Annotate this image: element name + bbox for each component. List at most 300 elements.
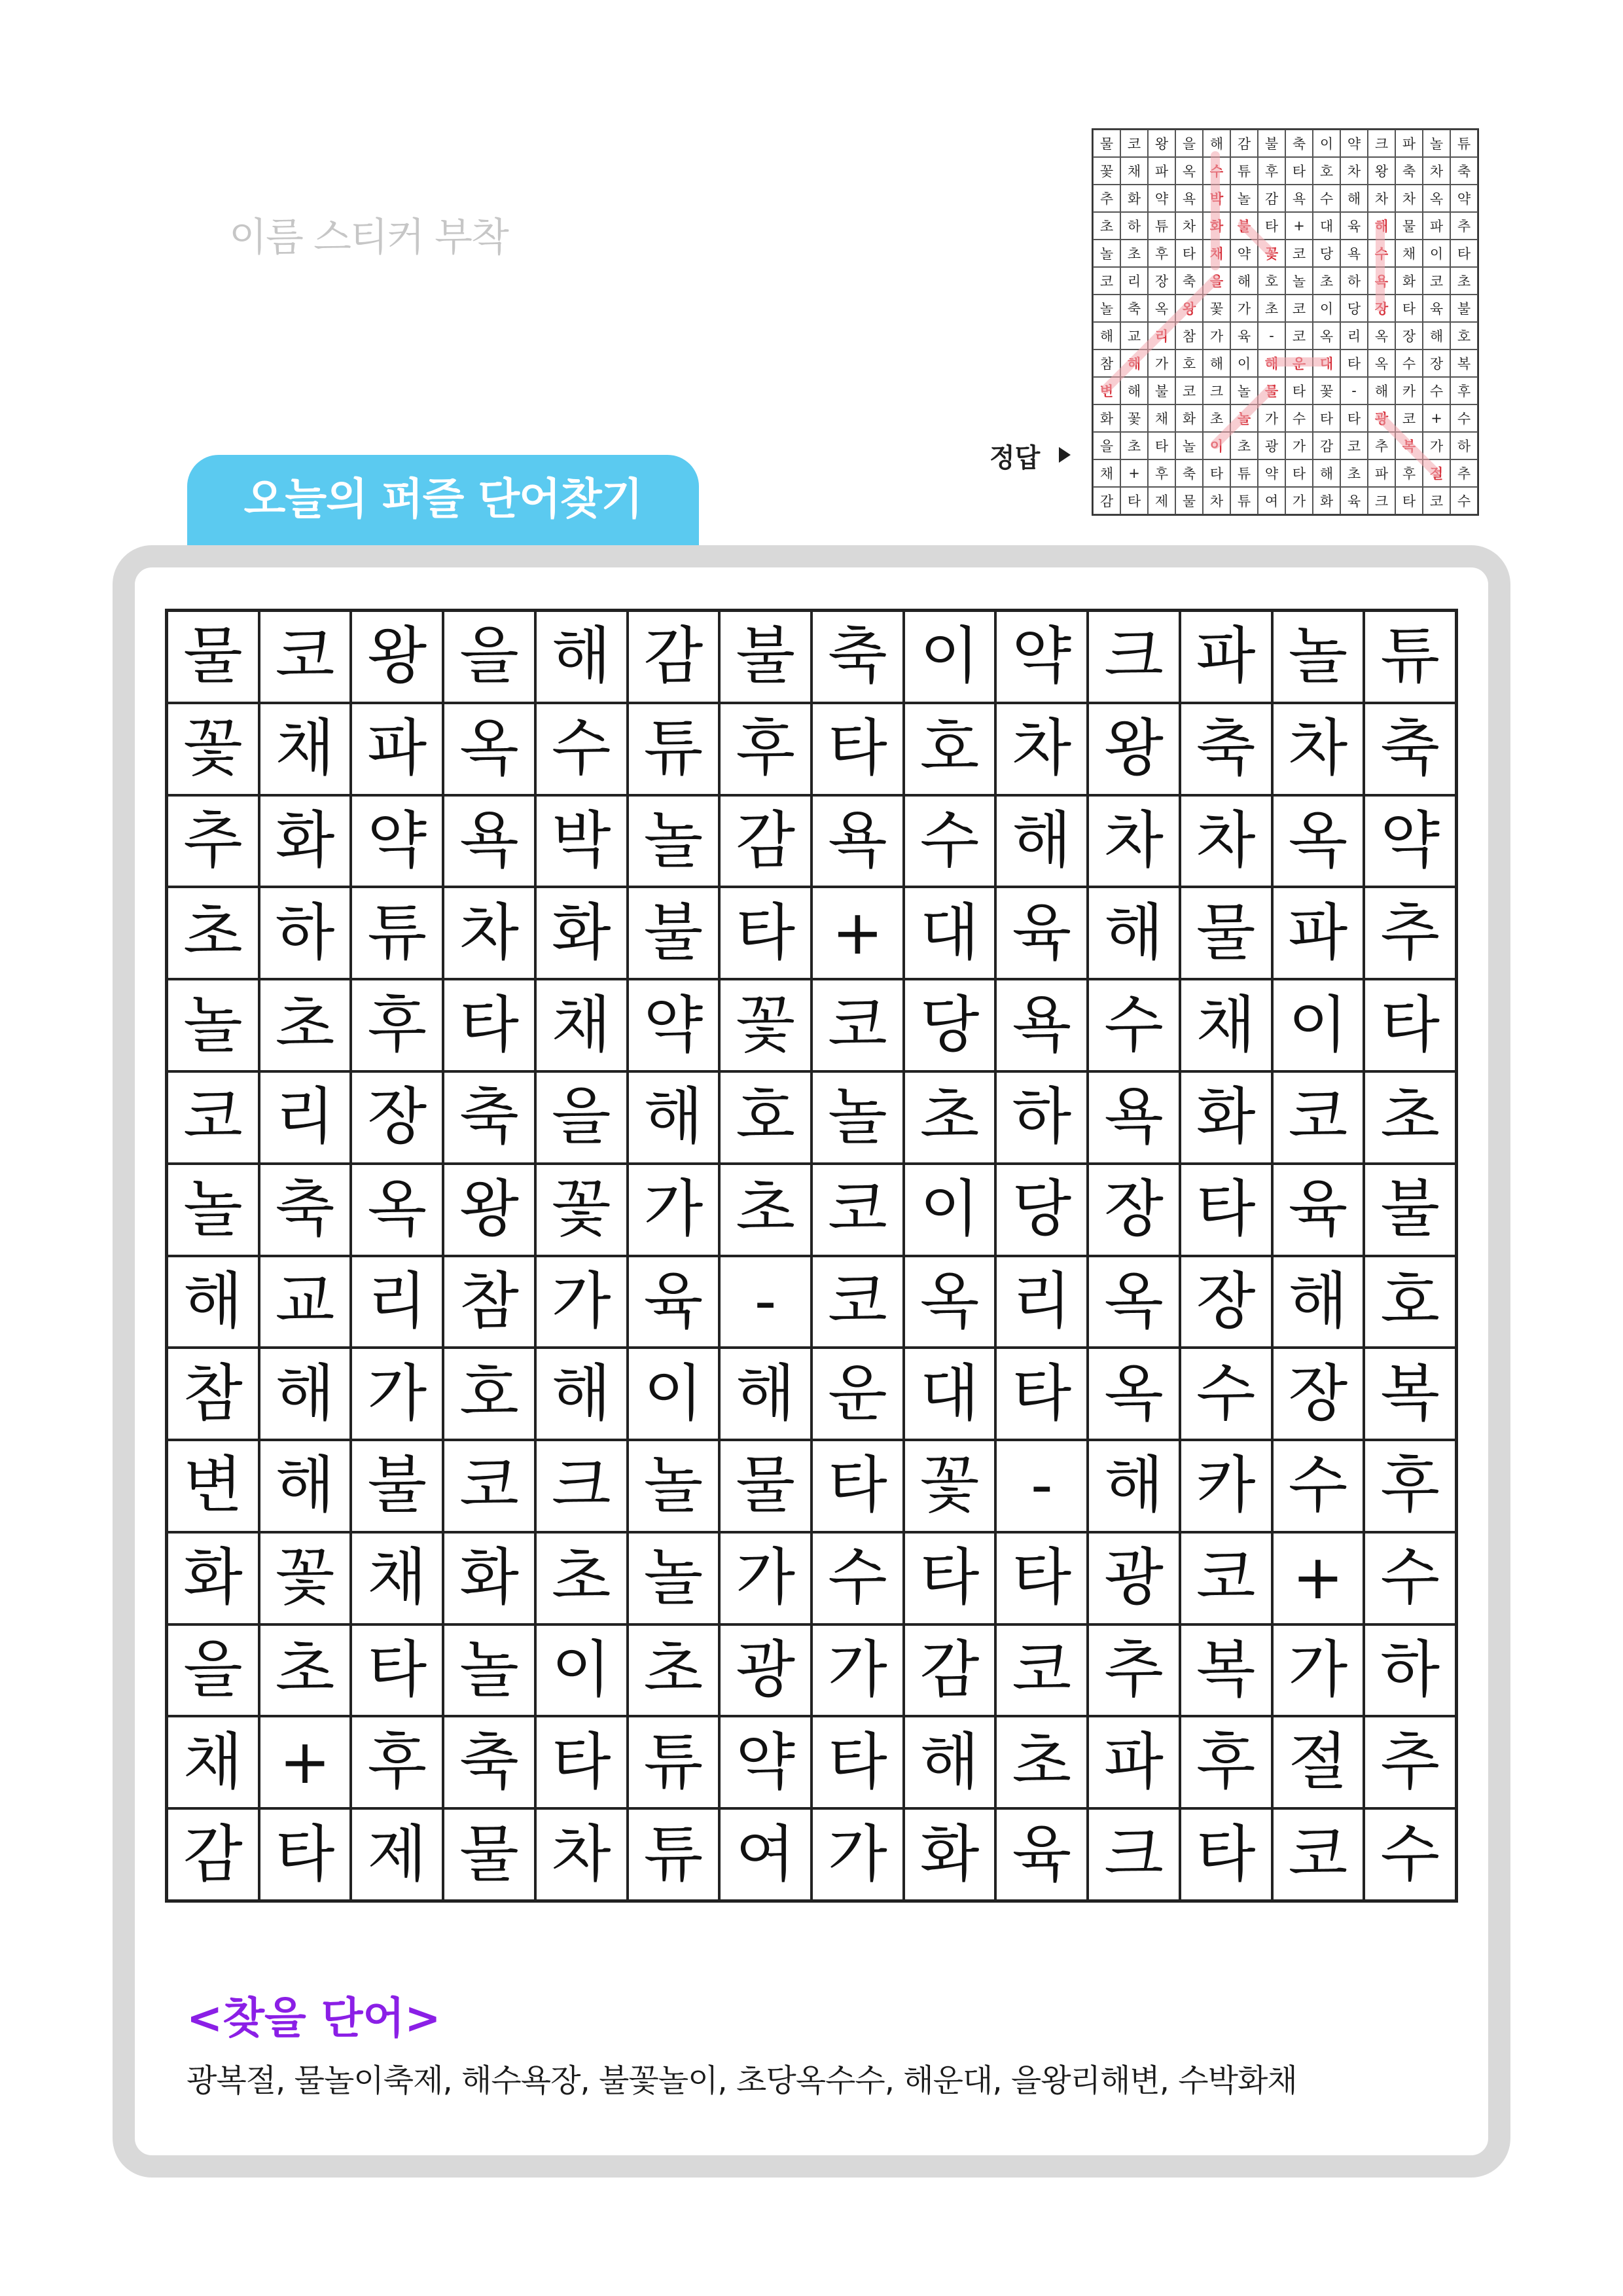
answer-key-cell: 화	[1203, 212, 1230, 240]
grid-cell[interactable]: 이	[535, 1624, 628, 1717]
grid-cell[interactable]: 해	[535, 611, 628, 703]
grid-cell[interactable]: 타	[812, 1716, 904, 1808]
answer-key-cell: 물	[1175, 487, 1203, 514]
answer-key-cell: 튜	[1230, 157, 1258, 185]
grid-cell[interactable]: 초	[628, 1624, 720, 1717]
grid-cell[interactable]: 가	[812, 1808, 904, 1901]
grid-cell[interactable]: 변	[167, 1440, 259, 1532]
grid-cell[interactable]: 호	[443, 1348, 535, 1440]
answer-key-cell: 파	[1148, 157, 1175, 185]
grid-cell[interactable]: 옥	[351, 1164, 443, 1256]
answer-key-cell: 옥	[1368, 350, 1395, 377]
answer-key-cell: 튜	[1230, 487, 1258, 514]
answer-key-cell: 튜	[1450, 130, 1478, 157]
answer-key-cell: 해	[1340, 185, 1368, 212]
grid-cell[interactable]: 불	[628, 887, 720, 979]
grid-cell[interactable]: 을	[443, 611, 535, 703]
answer-key-cell: 광	[1368, 404, 1395, 432]
grid-cell[interactable]: 차	[995, 703, 1088, 795]
grid-cell[interactable]: 후	[719, 703, 812, 795]
grid-cell[interactable]: 가	[1272, 1624, 1364, 1717]
grid-cell[interactable]: 호	[719, 1071, 812, 1164]
grid-cell[interactable]: 파	[1180, 611, 1272, 703]
grid-cell[interactable]: 수	[1364, 1532, 1456, 1624]
grid-cell[interactable]: 옥	[1088, 1348, 1180, 1440]
grid-cell[interactable]: 복	[1180, 1624, 1272, 1717]
grid-cell[interactable]: 크	[535, 1440, 628, 1532]
grid-cell[interactable]: 채	[1180, 979, 1272, 1071]
grid-cell[interactable]: 놀	[167, 979, 259, 1071]
grid-cell[interactable]: 파	[351, 703, 443, 795]
answer-key-cell: 가	[1285, 487, 1313, 514]
grid-cell[interactable]: 불	[719, 611, 812, 703]
grid-cell[interactable]: 축	[1180, 703, 1272, 795]
answer-key-cell: 을	[1175, 130, 1203, 157]
answer-key-cell: 타	[1395, 487, 1423, 514]
answer-key-cell: 욕	[1340, 240, 1368, 267]
grid-cell[interactable]: 수	[1364, 1808, 1456, 1901]
answer-key-cell: 놀	[1285, 267, 1313, 295]
grid-cell[interactable]: 이	[904, 1164, 996, 1256]
grid-cell[interactable]: 옥	[1088, 1256, 1180, 1348]
grid-cell[interactable]: 육	[995, 887, 1088, 979]
answer-key-cell: 리	[1340, 322, 1368, 350]
grid-cell[interactable]: 놀	[1272, 611, 1364, 703]
grid-cell[interactable]: 꽃	[535, 1164, 628, 1256]
answer-key-cell: 차	[1368, 185, 1395, 212]
grid-cell[interactable]: 초	[719, 1164, 812, 1256]
answer-key-cell: 추	[1450, 459, 1478, 487]
answer-key-cell: 축	[1395, 157, 1423, 185]
answer-key-cell: 복	[1450, 350, 1478, 377]
grid-cell[interactable]: 수	[1272, 1440, 1364, 1532]
grid-cell[interactable]: 이	[1272, 979, 1364, 1071]
grid-cell[interactable]: 가	[812, 1624, 904, 1717]
grid-cell[interactable]: 감	[904, 1624, 996, 1717]
grid-cell[interactable]: 초	[259, 1624, 351, 1717]
grid-cell[interactable]: 광	[1088, 1532, 1180, 1624]
words-to-find-list: 광복절, 물놀이축제, 해수욕장, 불꽃놀이, 초당옥수수, 해운대, 을왕리해변, 수박화채	[187, 2062, 1297, 2099]
answer-key-cell: 당	[1313, 240, 1340, 267]
grid-cell[interactable]: 옥	[904, 1256, 996, 1348]
grid-cell[interactable]: 약	[1364, 795, 1456, 888]
grid-cell[interactable]: 파	[1272, 887, 1364, 979]
answer-key-cell: 왕	[1368, 157, 1395, 185]
answer-key-grid	[1092, 128, 1479, 516]
grid-cell[interactable]: 축	[443, 1716, 535, 1808]
grid-cell[interactable]: 축	[1364, 703, 1456, 795]
grid-cell[interactable]: 축	[259, 1164, 351, 1256]
answer-key-cell: 꽃	[1093, 157, 1120, 185]
grid-cell[interactable]: 해	[628, 1071, 720, 1164]
grid-cell[interactable]: 코	[1180, 1532, 1272, 1624]
answer-key-cell: 초	[1340, 459, 1368, 487]
answer-key-cell: 수	[1423, 377, 1450, 404]
answer-key-cell: 장	[1423, 350, 1450, 377]
grid-cell[interactable]: 리	[995, 1256, 1088, 1348]
grid-cell[interactable]: 광	[719, 1624, 812, 1717]
grid-cell[interactable]: 이	[628, 1348, 720, 1440]
answer-key-cell: +	[1285, 212, 1313, 240]
answer-key-cell: 크	[1368, 130, 1395, 157]
answer-key-cell: 호	[1450, 322, 1478, 350]
answer-key-cell: 추	[1368, 432, 1395, 459]
grid-cell[interactable]: 놀	[628, 1532, 720, 1624]
answer-key-cell: 욕	[1175, 185, 1203, 212]
answer-key-cell: 후	[1148, 240, 1175, 267]
answer-key-cell: 초	[1120, 432, 1148, 459]
grid-cell[interactable]: 가	[535, 1256, 628, 1348]
answer-key-cell: 타	[1313, 404, 1340, 432]
grid-cell[interactable]: 꽃	[167, 703, 259, 795]
answer-key-cell: 수	[1203, 157, 1230, 185]
answer-key-cell: 채	[1120, 157, 1148, 185]
grid-cell[interactable]: 호	[904, 703, 996, 795]
answer-key-cell: 파	[1395, 130, 1423, 157]
answer-key-cell: 놀	[1423, 130, 1450, 157]
answer-key-cell: 축	[1285, 130, 1313, 157]
answer-key-cell: 복	[1395, 432, 1423, 459]
grid-cell[interactable]: 수	[535, 703, 628, 795]
grid-cell[interactable]: 운	[812, 1348, 904, 1440]
answer-key-cell: 감	[1230, 130, 1258, 157]
grid-cell[interactable]: 채	[167, 1716, 259, 1808]
grid-cell[interactable]: 감	[628, 611, 720, 703]
grid-cell[interactable]: 불	[1364, 1164, 1456, 1256]
grid-cell[interactable]: 추	[1364, 887, 1456, 979]
grid-cell[interactable]: 절	[1272, 1716, 1364, 1808]
grid-cell[interactable]: 약	[719, 1716, 812, 1808]
grid-cell[interactable]: 차	[1088, 795, 1180, 888]
grid-cell[interactable]: 왕	[443, 1164, 535, 1256]
answer-key-cell: 불	[1230, 212, 1258, 240]
grid-cell[interactable]: 해	[995, 795, 1088, 888]
grid-cell[interactable]: +	[1272, 1532, 1364, 1624]
answer-key-cell: 을	[1093, 432, 1120, 459]
grid-cell[interactable]: 리	[259, 1071, 351, 1164]
grid-cell[interactable]: 당	[995, 1164, 1088, 1256]
grid-cell[interactable]: 화	[1180, 1071, 1272, 1164]
answer-key-cell: 화	[1313, 487, 1340, 514]
answer-key-cell: 대	[1313, 212, 1340, 240]
answer-key-cell: 가	[1285, 432, 1313, 459]
answer-key-cell: 화	[1120, 185, 1148, 212]
grid-cell[interactable]: 타	[1180, 1164, 1272, 1256]
grid-cell[interactable]: 해	[719, 1348, 812, 1440]
grid-cell[interactable]: 추	[1088, 1624, 1180, 1717]
grid-cell[interactable]: 타	[1364, 979, 1456, 1071]
answer-key-cell: 옥	[1148, 295, 1175, 322]
grid-cell[interactable]: 초	[535, 1532, 628, 1624]
answer-key-cell: 절	[1423, 459, 1450, 487]
grid-cell[interactable]: 놀	[628, 1440, 720, 1532]
answer-key-cell: 초	[1203, 404, 1230, 432]
grid-cell[interactable]: 타	[719, 887, 812, 979]
grid-cell[interactable]: 초	[995, 1716, 1088, 1808]
answer-key-cell: 화	[1175, 404, 1203, 432]
grid-cell[interactable]: 추	[1364, 1716, 1456, 1808]
grid-cell[interactable]: 해	[259, 1348, 351, 1440]
grid-cell[interactable]: 튜	[628, 1716, 720, 1808]
answer-key-cell: 육	[1230, 322, 1258, 350]
grid-cell[interactable]: 을	[167, 1624, 259, 1717]
grid-cell[interactable]: 초	[904, 1071, 996, 1164]
answer-key-cell: 코	[1285, 295, 1313, 322]
grid-cell[interactable]: 여	[719, 1808, 812, 1901]
grid-cell[interactable]: 코	[812, 1256, 904, 1348]
grid-cell[interactable]: 차	[535, 1808, 628, 1901]
grid-cell[interactable]: 화	[443, 1532, 535, 1624]
grid-cell[interactable]: 해	[167, 1256, 259, 1348]
grid-cell[interactable]: 왕	[1088, 703, 1180, 795]
answer-key-cell: 차	[1340, 157, 1368, 185]
answer-key-cell: 이	[1313, 130, 1340, 157]
answer-key-cell: 이	[1423, 240, 1450, 267]
answer-key-cell: 놀	[1230, 377, 1258, 404]
grid-cell[interactable]: 차	[1272, 703, 1364, 795]
grid-cell[interactable]: 하	[259, 887, 351, 979]
grid-cell[interactable]: 교	[259, 1256, 351, 1348]
answer-key-cell: 놀	[1175, 432, 1203, 459]
grid-cell[interactable]: 물	[443, 1808, 535, 1901]
word-search-grid	[165, 609, 1458, 1903]
grid-cell[interactable]: 참	[167, 1348, 259, 1440]
grid-cell[interactable]: 축	[812, 611, 904, 703]
answer-key-cell: 변	[1093, 377, 1120, 404]
grid-cell[interactable]: 코	[167, 1071, 259, 1164]
grid-cell[interactable]: 수	[904, 795, 996, 888]
grid-cell[interactable]: 후	[1364, 1440, 1456, 1532]
grid-cell[interactable]: 육	[628, 1256, 720, 1348]
grid-cell[interactable]: 약	[995, 611, 1088, 703]
grid-cell[interactable]: 대	[904, 887, 996, 979]
grid-cell[interactable]: 감	[719, 795, 812, 888]
answer-key-cell: 코	[1093, 267, 1120, 295]
answer-key-cell: 타	[1340, 350, 1368, 377]
grid-cell[interactable]: 복	[1364, 1348, 1456, 1440]
grid-cell[interactable]: 수	[1088, 979, 1180, 1071]
grid-cell[interactable]: 놀	[443, 1624, 535, 1717]
answer-key-cell: 꽃	[1258, 240, 1285, 267]
grid-cell[interactable]: 타	[995, 1348, 1088, 1440]
answer-key-cell: 타	[1175, 240, 1203, 267]
answer-key-cell: 옥	[1368, 322, 1395, 350]
grid-cell[interactable]: 후	[351, 1716, 443, 1808]
answer-key-cell: 초	[1093, 212, 1120, 240]
grid-cell[interactable]: 하	[995, 1071, 1088, 1164]
grid-cell[interactable]: 하	[1364, 1624, 1456, 1717]
answer-key-cell: 타	[1203, 459, 1230, 487]
answer-key-cell: 장	[1368, 295, 1395, 322]
answer-key-cell: 수	[1313, 185, 1340, 212]
grid-cell[interactable]: 꽃	[719, 979, 812, 1071]
grid-cell[interactable]: 당	[904, 979, 996, 1071]
grid-cell[interactable]: 초	[167, 887, 259, 979]
grid-cell[interactable]: +	[812, 887, 904, 979]
grid-cell[interactable]: 화	[167, 1532, 259, 1624]
answer-key-cell: 놀	[1093, 240, 1120, 267]
grid-cell[interactable]: 가	[628, 1164, 720, 1256]
grid-cell[interactable]: 튜	[628, 703, 720, 795]
grid-cell[interactable]: 타	[259, 1808, 351, 1901]
grid-cell[interactable]: 해	[259, 1440, 351, 1532]
grid-cell[interactable]: 놀	[628, 795, 720, 888]
grid-cell[interactable]: 약	[628, 979, 720, 1071]
grid-cell[interactable]: 제	[351, 1808, 443, 1901]
grid-cell[interactable]: 파	[1088, 1716, 1180, 1808]
grid-cell[interactable]: 장	[1088, 1164, 1180, 1256]
grid-cell[interactable]: 카	[1180, 1440, 1272, 1532]
grid-cell[interactable]: 불	[351, 1440, 443, 1532]
answer-key-cell: 교	[1120, 322, 1148, 350]
grid-cell[interactable]: 초	[259, 979, 351, 1071]
grid-cell[interactable]: 채	[351, 1532, 443, 1624]
grid-cell[interactable]: 꽃	[904, 1440, 996, 1532]
answer-key-cell: -	[1340, 377, 1368, 404]
grid-cell[interactable]: 차	[1180, 795, 1272, 888]
grid-cell[interactable]: 육	[995, 1808, 1088, 1901]
grid-cell[interactable]: 추	[167, 795, 259, 888]
grid-cell[interactable]: 해	[1088, 887, 1180, 979]
grid-cell[interactable]: 코	[812, 979, 904, 1071]
answer-key-cell: 가	[1423, 432, 1450, 459]
grid-cell[interactable]: 대	[904, 1348, 996, 1440]
grid-cell[interactable]: 후	[1180, 1716, 1272, 1808]
grid-cell[interactable]: 물	[167, 611, 259, 703]
answer-key-cell: 장	[1148, 267, 1175, 295]
grid-cell[interactable]: 옥	[1272, 795, 1364, 888]
grid-cell[interactable]: 감	[167, 1808, 259, 1901]
grid-cell[interactable]: 타	[535, 1716, 628, 1808]
grid-cell[interactable]: 놀	[812, 1071, 904, 1164]
grid-cell[interactable]: 튜	[1364, 611, 1456, 703]
words-to-find-heading: <찾을 단어>	[187, 1993, 441, 2043]
grid-cell[interactable]: 장	[1180, 1256, 1272, 1348]
answer-key-cell: 해	[1368, 377, 1395, 404]
grid-cell[interactable]: 욕	[443, 795, 535, 888]
grid-cell[interactable]: 타	[995, 1532, 1088, 1624]
grid-cell[interactable]: 코	[1272, 1808, 1364, 1901]
answer-key-cell: 감	[1093, 487, 1120, 514]
grid-cell[interactable]: 해	[904, 1716, 996, 1808]
grid-cell[interactable]: 타	[351, 1624, 443, 1717]
grid-cell[interactable]: 화	[904, 1808, 996, 1901]
grid-cell[interactable]: 해	[1272, 1256, 1364, 1348]
answer-key-cell: 하	[1340, 267, 1368, 295]
grid-cell[interactable]: 크	[1088, 611, 1180, 703]
grid-cell[interactable]: 초	[1364, 1071, 1456, 1164]
grid-cell[interactable]: 타	[812, 1440, 904, 1532]
grid-cell[interactable]: 코	[1272, 1071, 1364, 1164]
grid-cell[interactable]: 장	[351, 1071, 443, 1164]
grid-cell[interactable]: 채	[259, 703, 351, 795]
grid-cell[interactable]: 튜	[351, 887, 443, 979]
answer-key-cell: 운	[1285, 350, 1313, 377]
grid-cell[interactable]: 물	[719, 1440, 812, 1532]
grid-cell[interactable]: +	[259, 1716, 351, 1808]
grid-cell[interactable]: 약	[351, 795, 443, 888]
grid-cell[interactable]: 코	[443, 1440, 535, 1532]
grid-cell[interactable]: 크	[1088, 1808, 1180, 1901]
grid-cell[interactable]: 타	[1180, 1808, 1272, 1901]
grid-cell[interactable]: 튜	[628, 1808, 720, 1901]
answer-key-cell: 타	[1285, 377, 1313, 404]
grid-cell[interactable]: 해	[1088, 1440, 1180, 1532]
grid-cell[interactable]: 욕	[995, 979, 1088, 1071]
grid-cell[interactable]: 물	[1180, 887, 1272, 979]
answer-key-cell: 코	[1285, 240, 1313, 267]
answer-key-cell: 호	[1313, 157, 1340, 185]
answer-key-cell: 수	[1450, 404, 1478, 432]
grid-cell[interactable]: 화	[535, 887, 628, 979]
answer-key-cell: 축	[1120, 295, 1148, 322]
answer-key-cell: 타	[1450, 240, 1478, 267]
answer-key-cell: 축	[1175, 267, 1203, 295]
answer-key-cell: 채	[1093, 459, 1120, 487]
grid-cell[interactable]: 참	[443, 1256, 535, 1348]
grid-cell[interactable]: 타	[443, 979, 535, 1071]
answer-key-cell: 코	[1395, 404, 1423, 432]
grid-cell[interactable]: 꽃	[259, 1532, 351, 1624]
grid-cell[interactable]: 수	[812, 1532, 904, 1624]
answer-key-cell: 화	[1093, 404, 1120, 432]
grid-cell[interactable]: 이	[904, 611, 996, 703]
answer-key-cell: 타	[1285, 157, 1313, 185]
answer-key-cell: 가	[1258, 404, 1285, 432]
grid-cell[interactable]: 후	[351, 979, 443, 1071]
grid-cell[interactable]: 왕	[351, 611, 443, 703]
grid-cell[interactable]: 수	[1180, 1348, 1272, 1440]
answer-key-cell: 타	[1285, 459, 1313, 487]
answer-key-cell: 물	[1395, 212, 1423, 240]
answer-key-cell: 이	[1313, 295, 1340, 322]
grid-cell[interactable]: 코	[259, 611, 351, 703]
grid-cell[interactable]: 화	[259, 795, 351, 888]
answer-key-cell: 튜	[1230, 459, 1258, 487]
grid-cell[interactable]: -	[995, 1440, 1088, 1532]
grid-cell[interactable]: 해	[535, 1348, 628, 1440]
grid-cell[interactable]: 코	[812, 1164, 904, 1256]
grid-cell[interactable]: 축	[443, 1071, 535, 1164]
grid-cell[interactable]: 가	[351, 1348, 443, 1440]
grid-cell[interactable]: 장	[1272, 1348, 1364, 1440]
grid-cell[interactable]: 리	[351, 1256, 443, 1348]
grid-cell[interactable]: 놀	[167, 1164, 259, 1256]
grid-cell[interactable]: 육	[1272, 1164, 1364, 1256]
answer-key-cell: 해	[1203, 130, 1230, 157]
grid-cell[interactable]: 호	[1364, 1256, 1456, 1348]
answer-key-cell: 타	[1340, 404, 1368, 432]
answer-key-cell: 감	[1258, 185, 1285, 212]
grid-cell[interactable]: 박	[535, 795, 628, 888]
answer-key-cell: 해	[1203, 350, 1230, 377]
grid-cell[interactable]: 차	[443, 887, 535, 979]
grid-cell[interactable]: 을	[535, 1071, 628, 1164]
grid-cell[interactable]: 옥	[443, 703, 535, 795]
grid-cell[interactable]: -	[719, 1256, 812, 1348]
grid-cell[interactable]: 욕	[1088, 1071, 1180, 1164]
grid-cell[interactable]: 채	[535, 979, 628, 1071]
answer-key-cell: 해	[1368, 212, 1395, 240]
answer-key-cell: 초	[1120, 240, 1148, 267]
grid-cell[interactable]: 타	[904, 1532, 996, 1624]
grid-cell[interactable]: 코	[995, 1624, 1088, 1717]
answer-key-cell: 해	[1120, 350, 1148, 377]
grid-cell[interactable]: 타	[812, 703, 904, 795]
grid-cell[interactable]: 가	[719, 1532, 812, 1624]
grid-cell[interactable]: 욕	[812, 795, 904, 888]
answer-key-cell: 여	[1258, 487, 1285, 514]
